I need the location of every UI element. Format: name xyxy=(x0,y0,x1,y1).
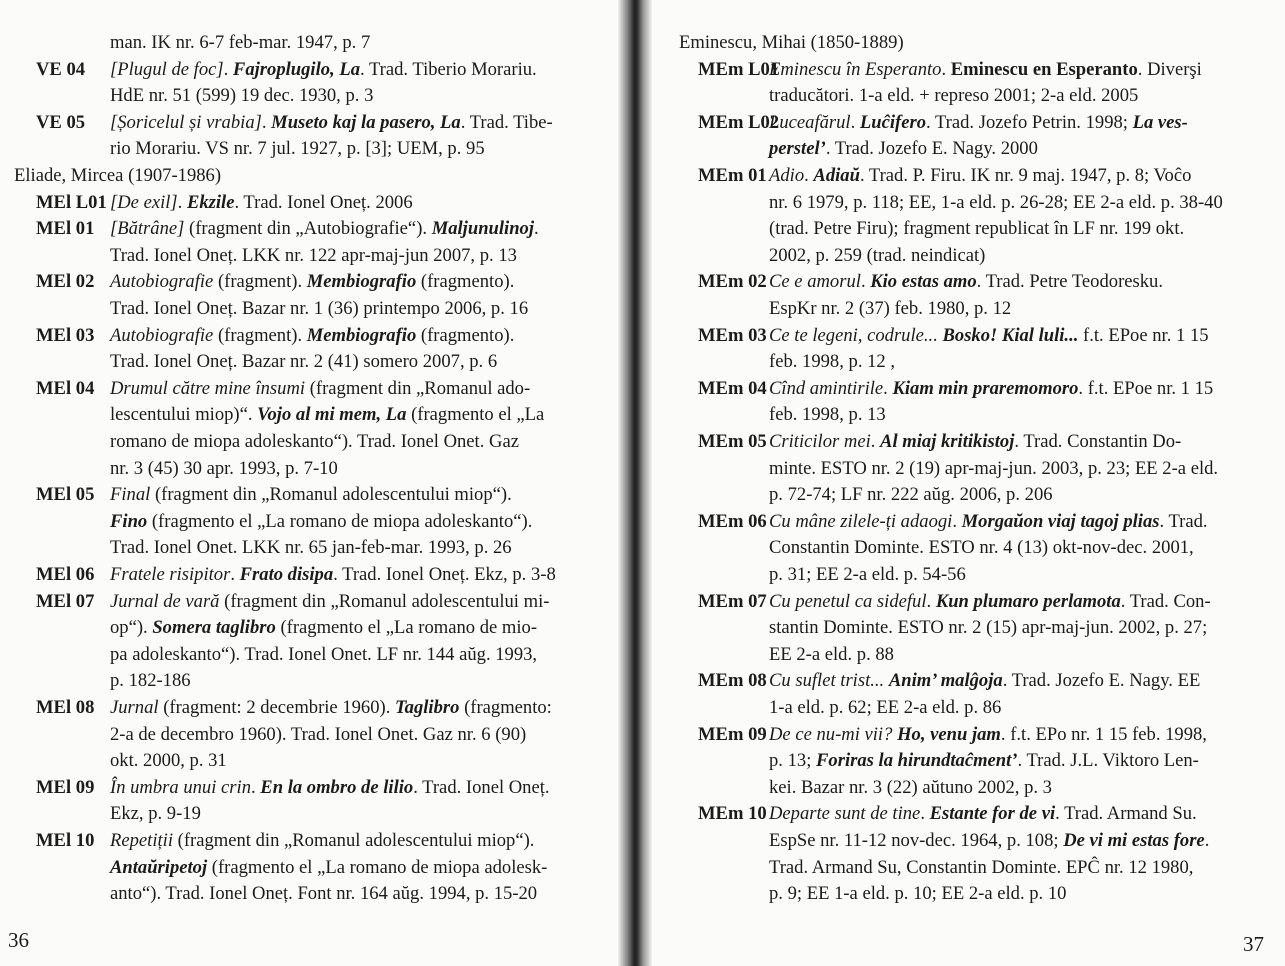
text-segment: (fragmento el „La xyxy=(406,404,545,426)
text-segment: . xyxy=(860,271,871,293)
text-segment: EspKr nr. 2 (37) feb. 1980, p. 12 xyxy=(769,298,1012,319)
text-segment: (fragment din „Romanul adolescentului miop“). xyxy=(150,484,512,506)
title-segment: De ce nu-mi vii? xyxy=(769,723,893,745)
text-line xyxy=(698,109,1188,136)
text-segment: . xyxy=(804,165,814,186)
text-line xyxy=(679,29,904,56)
text-segment: Trad. Armand Su, Constantin Dominte. EPĈ nr. 12 1980, xyxy=(769,856,1194,878)
text-segment: . xyxy=(883,377,893,399)
text-segment: stantin Dominte. ESTO nr. 2 (15) apr-maj-jun. 2002, p. 27; xyxy=(769,617,1208,639)
title-segment: Cu penetul ca sideful xyxy=(769,590,927,612)
text-segment: . Trad. Petre Teodoresku. xyxy=(976,271,1163,293)
entry-code: MEm 03 xyxy=(698,324,767,346)
text-line xyxy=(769,348,895,375)
text-line xyxy=(110,880,537,907)
text-segment: . xyxy=(261,111,272,133)
title-segment: Maljunulinoj xyxy=(431,218,535,240)
title-segment: Estante for de vi xyxy=(929,803,1056,825)
text-line xyxy=(769,215,1184,242)
title-segment: perstel’ xyxy=(769,138,826,160)
entry-code: MEl 05 xyxy=(36,484,95,506)
text-line xyxy=(110,534,512,561)
text-segment: (fragmento: xyxy=(459,697,552,718)
text-segment: feb. 1998, p. 12 , xyxy=(769,351,896,373)
title-segment: Ce te legeni, codrule... xyxy=(769,324,938,346)
text-segment: p. 31; EE 2-a eld. p. 54-56 xyxy=(769,564,966,585)
text-line xyxy=(698,56,1202,83)
text-segment: (fragment). xyxy=(213,324,307,346)
title-segment: Cu suflet trist... xyxy=(769,670,885,692)
text-line xyxy=(36,375,530,402)
title-segment: Luĉifero xyxy=(859,111,927,133)
title-segment: Eminescu în Esperanto xyxy=(769,58,942,80)
text-segment: feb. 1998, p. 13 xyxy=(769,404,886,426)
text-segment: . Trad. Con- xyxy=(1120,590,1211,612)
text-line xyxy=(769,401,886,428)
text-segment: lescentului miop)“. xyxy=(110,404,258,426)
text-segment: . xyxy=(850,111,860,133)
text-segment: . xyxy=(1204,830,1210,851)
title-segment: Departe sunt de tine xyxy=(769,803,921,825)
entry-code: MEm 05 xyxy=(698,431,767,452)
text-line xyxy=(110,854,547,881)
text-line xyxy=(698,667,1200,694)
text-segment: (fragmento). xyxy=(416,324,515,346)
text-segment: Eliade, Mircea (1907-1986) xyxy=(14,165,222,186)
entry-code: MEl 04 xyxy=(36,377,95,399)
title-segment: Criticilor mei xyxy=(769,431,871,452)
text-segment: (fragment: 2 decembrie 1960). xyxy=(158,697,396,718)
text-line xyxy=(769,854,1193,881)
title-segment: Membiografio xyxy=(306,324,417,346)
text-segment: op“). xyxy=(110,617,153,639)
title-segment: En la ombro de lilio xyxy=(260,776,414,798)
text-line xyxy=(698,800,1197,827)
text-segment: p. 9; EE 1-a eld. p. 10; EE 2-a eld. p. 10 xyxy=(769,883,1067,905)
title-segment: În umbra unui crin xyxy=(110,776,251,798)
text-segment: EspSe nr. 11-12 nov-dec. 1964, p. 108; xyxy=(769,830,1064,851)
entry-code: MEl 10 xyxy=(36,830,95,851)
text-segment: minte. ESTO nr. 2 (19) apr-maj-jun. 2003, p. 23; EE 2-a eld. xyxy=(769,457,1219,479)
text-line xyxy=(36,774,550,801)
text-segment: romano de miopa adoleskanto“). Trad. Ionel Onet. Gaz xyxy=(110,431,519,452)
title-segment: Autobiografie xyxy=(110,324,214,346)
text-line xyxy=(110,242,517,269)
text-segment: HdE nr. 51 (599) 19 dec. 1930, p. 3 xyxy=(110,85,374,107)
title-segment: Drumul către mine însumi xyxy=(110,377,306,399)
text-segment: (fragmento el „La romano de miopa adolesk- xyxy=(207,856,548,878)
right-page-number: 37 xyxy=(1243,932,1264,956)
text-segment: 2-a de decembro 1960). Trad. Ionel Onet. Gaz nr. 6 (90) xyxy=(110,723,527,745)
text-segment: . Trad. Constantin Do- xyxy=(1014,431,1182,452)
title-segment: De vi mi estas fore xyxy=(1063,830,1205,851)
text-segment: kei. Bazar nr. 3 (22) aŭtuno 2002, p. 3 xyxy=(769,776,1052,798)
text-segment: Trad. Ionel Oneț. LKK nr. 122 apr-maj-jun 2007, p. 13 xyxy=(110,244,517,266)
text-line xyxy=(769,189,1223,216)
title-segment: [Plugul de foc] xyxy=(110,58,224,80)
title-segment: Luceafărul xyxy=(769,111,851,133)
text-line xyxy=(110,800,201,827)
title-segment: La ves- xyxy=(1132,111,1188,133)
text-segment: . xyxy=(223,58,233,80)
title-segment: Final xyxy=(110,484,151,506)
text-segment: . Trad. xyxy=(1159,510,1208,532)
entry-code: VE 05 xyxy=(36,111,86,133)
text-line xyxy=(698,162,1191,189)
entry-code: MEm 08 xyxy=(698,670,767,692)
title-segment: Fino xyxy=(110,510,148,532)
title-segment: [Bătrâne] xyxy=(110,218,185,240)
text-line xyxy=(110,348,497,375)
text-segment: . f.t. EPoe nr. 1 15 xyxy=(1078,377,1214,399)
title-segment: Morgaŭon viaj tagoj plias xyxy=(961,510,1160,532)
entry-code: MEm 09 xyxy=(698,723,767,745)
title-segment: Membiografio xyxy=(306,271,417,293)
text-line xyxy=(110,641,537,668)
entry-code: MEm 01 xyxy=(698,165,767,186)
entry-code: MEm 02 xyxy=(698,271,767,293)
text-segment: nr. 6 1979, p. 118; EE, 1-a eld. p. 26-28; EE 2-a eld. p. 38-40 xyxy=(769,191,1223,213)
title-segment: Taglibro xyxy=(395,697,460,718)
title-segment: Bosko! Kial luli... xyxy=(942,324,1079,346)
entry-code: MEm L01 xyxy=(698,58,780,80)
text-line xyxy=(698,322,1209,349)
text-segment: pa adoleskanto“). Trad. Ionel Onet. LF nr. 144 aŭg. 1993, xyxy=(110,643,538,665)
text-segment: . xyxy=(870,431,881,452)
text-line xyxy=(769,880,1066,907)
text-line xyxy=(110,508,532,535)
text-line xyxy=(36,694,552,721)
text-line xyxy=(698,428,1181,455)
text-line xyxy=(110,721,526,748)
text-line xyxy=(110,747,227,774)
text-line xyxy=(110,29,370,56)
text-line xyxy=(769,534,1194,561)
text-line xyxy=(110,401,544,428)
text-segment: okt. 2000, p. 31 xyxy=(110,750,227,772)
entry-code: MEm 06 xyxy=(698,510,767,532)
title-segment: Autobiografie xyxy=(110,271,214,293)
entry-code: MEl 07 xyxy=(36,590,95,612)
text-segment: p. 72-74; LF nr. 222 aŭg. 2006, p. 206 xyxy=(769,484,1053,506)
entry-code: MEl L01 xyxy=(36,191,107,213)
entry-code: VE 04 xyxy=(36,58,86,80)
text-segment: (fragmento el „La romano de mio- xyxy=(275,617,538,639)
text-line xyxy=(110,135,485,162)
text-segment: man. IK nr. 6-7 feb-mar. 1947, p. 7 xyxy=(110,32,371,53)
entry-code: MEm 04 xyxy=(698,377,767,399)
text-line xyxy=(769,774,1052,801)
text-line xyxy=(769,561,966,588)
text-segment: . xyxy=(920,803,930,825)
text-segment: EE 2-a eld. p. 88 xyxy=(769,643,894,665)
text-line xyxy=(36,56,537,83)
title-segment: Kiam min praremomoro xyxy=(892,377,1079,399)
text-segment: p. 13; xyxy=(769,750,817,772)
text-line xyxy=(769,827,1209,854)
entry-code: MEl 08 xyxy=(36,697,95,718)
text-line xyxy=(769,295,1011,322)
text-line xyxy=(769,481,1053,508)
entry-code: MEm L02 xyxy=(698,111,780,133)
text-segment: (fragment). xyxy=(213,271,307,293)
text-segment: 1-a eld. p. 62; EE 2-a eld. p. 86 xyxy=(769,697,1002,718)
title-segment: Al miaj kritikistoj xyxy=(880,431,1015,452)
title-segment: Repetiții xyxy=(110,830,173,851)
text-segment: . Trad. Tibe- xyxy=(460,111,553,133)
text-segment: . Trad. Ionel Oneț. Ekz, p. 3-8 xyxy=(333,564,556,585)
entry-code: MEm 10 xyxy=(698,803,767,825)
left-page-number: 36 xyxy=(8,928,29,952)
text-segment: . xyxy=(177,191,187,213)
title-segment: Cu mâne zilele-ți adaogi xyxy=(769,510,953,532)
text-segment: . Trad. Armand Su. xyxy=(1055,803,1197,825)
text-segment: (fragmento el „La romano de miopa adoleskanto“). xyxy=(147,510,533,532)
text-segment: (fragment din „Romanul adolescentului miop“). xyxy=(173,830,535,851)
text-line xyxy=(36,481,512,508)
text-segment: nr. 3 (45) 30 apr. 1993, p. 7-10 xyxy=(110,457,338,479)
text-segment: . xyxy=(941,58,951,80)
text-line xyxy=(769,135,1038,162)
text-line xyxy=(110,295,528,322)
title-segment: Kio estas amo xyxy=(870,271,977,293)
title-segment: Eminescu en Esperanto xyxy=(950,58,1138,80)
text-segment: (fragment din „Romanul adolescentului mi- xyxy=(219,590,550,612)
title-segment: Jurnal de vară xyxy=(110,590,220,612)
title-segment: Vojo al mi mem, La xyxy=(257,404,407,426)
text-segment: p. 182-186 xyxy=(110,670,191,692)
text-segment: . xyxy=(534,218,539,240)
title-segment: Ekzile xyxy=(186,191,235,213)
text-line xyxy=(698,721,1207,748)
text-line xyxy=(14,162,221,189)
text-line xyxy=(110,614,537,641)
left-page xyxy=(0,0,618,966)
title-segment: Kun plumaro perlamota xyxy=(935,590,1121,612)
text-segment: Trad. Ionel Oneț. Bazar nr. 1 (36) printempo 2006, p. 16 xyxy=(110,298,529,319)
text-line xyxy=(769,82,1138,109)
text-line xyxy=(769,242,985,269)
text-segment: (trad. Petre Firu); fragment republicat în LF nr. 199 okt. xyxy=(769,218,1185,240)
title-segment: Museto kaj la pasero, La xyxy=(271,111,461,133)
entry-code: MEl 02 xyxy=(36,271,95,293)
text-segment: . xyxy=(952,510,962,532)
text-segment: . Trad. Jozefo Petrin. 1998; xyxy=(926,111,1133,133)
text-segment: (fragmento). xyxy=(416,271,515,293)
text-line xyxy=(36,189,413,216)
title-segment: Antaŭripetoj xyxy=(110,856,208,878)
text-segment: . Trad. Jozefo E. Nagy. EE xyxy=(1002,670,1201,692)
text-segment: f.t. EPoe nr. 1 15 xyxy=(1078,324,1209,346)
text-line xyxy=(36,827,534,854)
text-segment: . f.t. EPo nr. 1 15 feb. 1998, xyxy=(1000,723,1207,745)
text-segment: 2002, p. 259 (trad. neindicat) xyxy=(769,244,986,266)
title-segment: Jurnal xyxy=(110,697,159,718)
text-segment: Constantin Dominte. ESTO nr. 4 (13) okt-nov-dec. 2001, xyxy=(769,537,1194,559)
text-segment: anto“). Trad. Ionel Oneț. Font nr. 164 aŭg. 1994, p. 15-20 xyxy=(110,883,538,905)
text-segment: . xyxy=(251,776,261,798)
right-page xyxy=(652,0,1285,966)
text-segment: rio Morariu. VS nr. 7 jul. 1927, p. [3]; UEM, p. 95 xyxy=(110,138,485,160)
text-line xyxy=(36,561,556,588)
text-segment: . xyxy=(926,590,936,612)
text-segment: . Trad. Tiberio Morariu. xyxy=(360,58,537,80)
text-line xyxy=(36,268,514,295)
text-line xyxy=(110,428,519,455)
text-segment: . Trad. Ionel Oneț. 2006 xyxy=(234,191,413,213)
text-segment: (fragment din „Autobiografie“). xyxy=(184,218,432,240)
title-segment: Ho, venu jam xyxy=(897,723,1001,745)
text-line xyxy=(769,641,894,668)
title-segment: Fajroplugilo, La xyxy=(232,58,361,80)
text-line xyxy=(36,322,514,349)
text-line xyxy=(769,455,1218,482)
title-segment: [De exil] xyxy=(110,191,178,213)
title-segment: Somera taglibro xyxy=(152,617,276,639)
text-line xyxy=(698,588,1211,615)
text-line xyxy=(36,588,549,615)
text-line xyxy=(698,375,1213,402)
entry-code: MEl 06 xyxy=(36,564,95,585)
text-segment: Trad. Ionel Onet. LKK nr. 65 jan-feb-mar. 1993, p. 26 xyxy=(110,537,512,559)
entry-code: MEl 09 xyxy=(36,776,95,798)
text-segment: Eminescu, Mihai (1850-1889) xyxy=(679,32,904,53)
text-segment: . Trad. P. Firu. IK nr. 9 maj. 1947, p. 8; Voĉo xyxy=(859,165,1192,186)
text-segment: . Trad. J.L. Viktoro Len- xyxy=(1017,750,1199,772)
text-line xyxy=(769,747,1199,774)
title-segment: Anim’ malĝoja xyxy=(888,670,1003,692)
text-line xyxy=(110,455,338,482)
title-segment: Ce e amorul xyxy=(769,271,861,293)
text-line xyxy=(698,508,1208,535)
title-segment: Adio xyxy=(769,165,805,186)
text-segment: traducători. 1-a eld. + represo 2001; 2-a eld. 2005 xyxy=(769,85,1139,107)
title-segment: Fratele risipitor xyxy=(110,564,231,585)
text-segment: . Trad. Ionel Oneț. xyxy=(413,776,550,798)
title-segment: Foriras la hirundtaĉment’ xyxy=(816,750,1018,772)
entry-code: MEl 01 xyxy=(36,218,95,240)
entry-code: MEm 07 xyxy=(698,590,767,612)
entry-code: MEl 03 xyxy=(36,324,95,346)
text-segment: (fragment din „Romanul ado- xyxy=(305,377,531,399)
text-line xyxy=(110,667,191,694)
text-line xyxy=(36,109,553,136)
title-segment: [Șoricelul și vrabia] xyxy=(110,111,262,133)
title-segment: Cînd amintirile xyxy=(769,377,884,399)
text-segment: Ekz, p. 9-19 xyxy=(110,803,201,825)
book-gutter xyxy=(618,0,652,966)
title-segment: Frato disipa xyxy=(239,564,334,585)
text-segment: . Diverşi xyxy=(1137,58,1202,80)
text-line xyxy=(36,215,539,242)
text-line xyxy=(110,82,373,109)
title-segment: . xyxy=(230,564,240,585)
title-segment: Adiaŭ xyxy=(813,165,860,186)
text-segment: Trad. Ionel Oneț. Bazar nr. 2 (41) somero 2007, p. 6 xyxy=(110,351,498,373)
text-segment: . Trad. Jozefo E. Nagy. 2000 xyxy=(825,138,1038,160)
text-line xyxy=(769,694,1001,721)
text-line xyxy=(698,268,1163,295)
text-line xyxy=(769,614,1207,641)
